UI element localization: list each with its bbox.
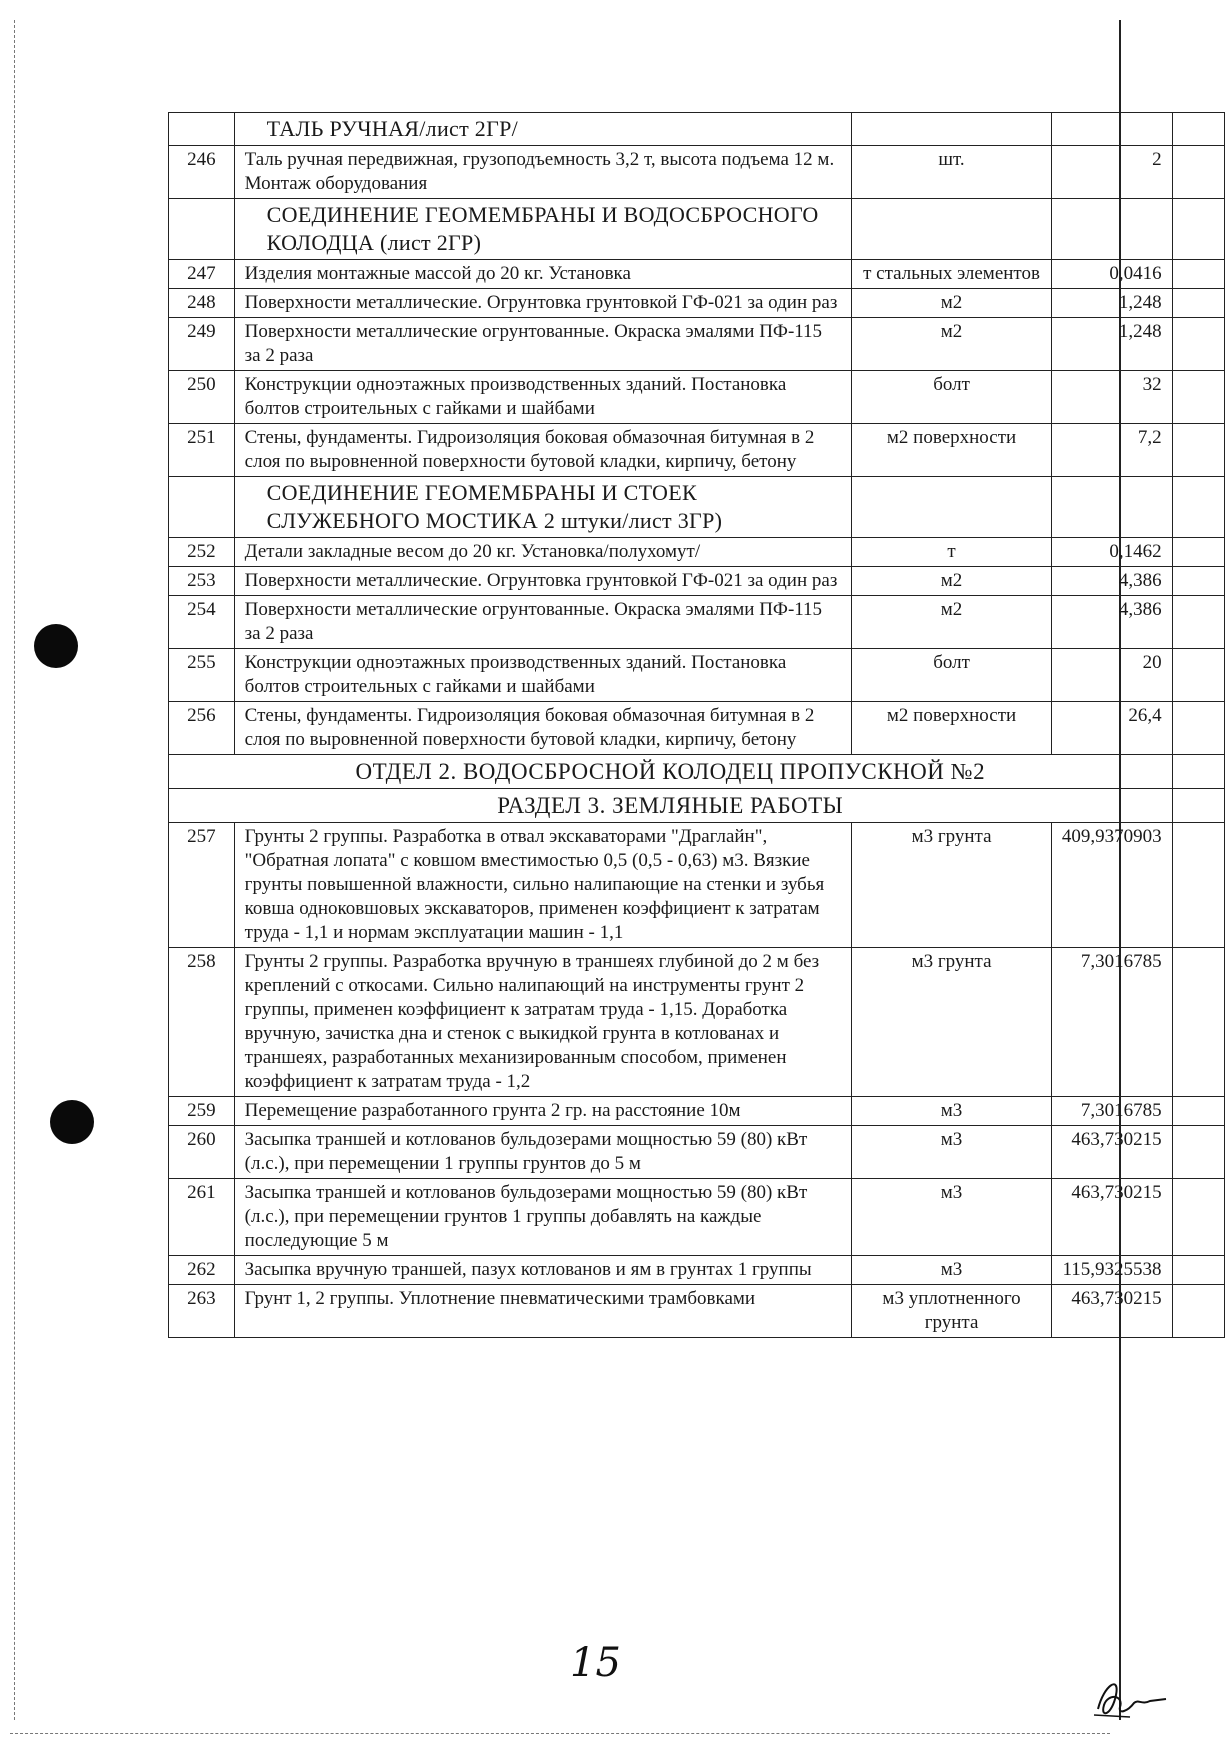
- item-unit: т стальных элементов: [852, 260, 1052, 289]
- item-name: Перемещение разработанного грунта 2 гр. на расстояние 10м: [234, 1097, 852, 1126]
- punch-hole-bottom: [50, 1100, 94, 1144]
- margin-cell: [1172, 1256, 1224, 1285]
- margin-cell: [1172, 1285, 1224, 1338]
- table-row: [169, 424, 1225, 477]
- margin-cell: [1172, 596, 1224, 649]
- item-unit: м3 грунта: [852, 948, 1052, 1097]
- item-number: [169, 113, 235, 146]
- item-quantity: 1,248: [1051, 318, 1172, 371]
- item-quantity: 115,9325538: [1051, 1256, 1172, 1285]
- margin-cell: [1172, 260, 1224, 289]
- item-quantity: 463,730215: [1051, 1179, 1172, 1256]
- item-quantity: 7,3016785: [1051, 948, 1172, 1097]
- section-heading-row: [169, 755, 1225, 789]
- item-quantity: 463,730215: [1051, 1285, 1172, 1338]
- margin-cell: [1172, 477, 1224, 538]
- item-name: Поверхности металлические. Огрунтовка грунтовкой ГФ-021 за один раз: [234, 567, 852, 596]
- item-name: Засыпка траншей и котлованов бульдозерами мощностью 59 (80) кВт (л.с.), при перемещении 1 группы грунтов до 5 м: [234, 1126, 852, 1179]
- item-quantity: [1051, 199, 1172, 260]
- item-unit: болт: [852, 371, 1052, 424]
- item-unit: т: [852, 538, 1052, 567]
- item-name: Поверхности металлические огрунтованные. Окраска эмалями ПФ-115 за 2 раза: [234, 596, 852, 649]
- item-quantity: [1051, 113, 1172, 146]
- table-row: [169, 1126, 1225, 1179]
- section-heading: ОТДЕЛ 2. ВОДОСБРОСНОЙ КОЛОДЕЦ ПРОПУСКНОЙ №2: [169, 755, 1173, 789]
- page-number: 15: [570, 1640, 621, 1686]
- margin-cell: [1172, 1179, 1224, 1256]
- table-row: [169, 1285, 1225, 1338]
- margin-cell: [1172, 424, 1224, 477]
- group-heading: ТАЛЬ РУЧНАЯ/лист 2ГР/: [234, 113, 852, 146]
- table-row: [169, 948, 1225, 1097]
- item-unit: м2 поверхности: [852, 702, 1052, 755]
- item-name: Таль ручная передвижная, грузоподъемность 3,2 т, высота подъема 12 м. Монтаж оборудования: [234, 146, 852, 199]
- item-number: 262: [169, 1256, 235, 1285]
- table-row: [169, 567, 1225, 596]
- margin-cell: [1172, 1126, 1224, 1179]
- margin-guide-left: [14, 20, 15, 1720]
- item-quantity: 26,4: [1051, 702, 1172, 755]
- margin-cell: [1172, 113, 1224, 146]
- item-number: 249: [169, 318, 235, 371]
- item-quantity: 2: [1051, 146, 1172, 199]
- table-row: [169, 318, 1225, 371]
- table-row: [169, 538, 1225, 567]
- item-unit: м2: [852, 596, 1052, 649]
- item-number: 251: [169, 424, 235, 477]
- table-row: [169, 649, 1225, 702]
- item-number: 250: [169, 371, 235, 424]
- item-quantity: 7,2: [1051, 424, 1172, 477]
- item-unit: м2: [852, 567, 1052, 596]
- item-number: 246: [169, 146, 235, 199]
- item-number: [169, 477, 235, 538]
- item-name: Поверхности металлические. Огрунтовка грунтовкой ГФ-021 за один раз: [234, 289, 852, 318]
- margin-cell: [1172, 567, 1224, 596]
- table-row: [169, 823, 1225, 948]
- margin-cell: [1172, 318, 1224, 371]
- item-unit: м3 уплотненного грунта: [852, 1285, 1052, 1338]
- item-name: Грунты 2 группы. Разработка в отвал экскаваторами "Драглайн", "Обратная лопата" с ковшом вместимостью 0,5 (0,5 - 0,63) м3. Вязкие грунты повышенной влажности, сильно налипающие на стенки и зубья ковша одноковшовых экскаваторов, применен коэффициент к затратам труда - 1,1 и нормам эксплуатации машин - 1,1: [234, 823, 852, 948]
- section-heading-row: [169, 789, 1225, 823]
- item-number: [169, 199, 235, 260]
- item-unit: м2: [852, 318, 1052, 371]
- table-row: [169, 1179, 1225, 1256]
- margin-cell: [1172, 146, 1224, 199]
- margin-cell: [1172, 702, 1224, 755]
- margin-cell: [1172, 789, 1224, 823]
- item-name: Конструкции одноэтажных производственных зданий. Постановка болтов строительных с гайками и шайбами: [234, 371, 852, 424]
- table-row: [169, 1097, 1225, 1126]
- item-name: Стены, фундаменты. Гидроизоляция боковая обмазочная битумная в 2 слоя по выровненной поверхности бутовой кладки, кирпичу, бетону: [234, 702, 852, 755]
- punch-hole-top: [34, 624, 78, 668]
- item-name: Детали закладные весом до 20 кг. Установка/полухомут/: [234, 538, 852, 567]
- section-heading: РАЗДЕЛ 3. ЗЕМЛЯНЫЕ РАБОТЫ: [169, 789, 1173, 823]
- margin-cell: [1172, 649, 1224, 702]
- item-unit: м3: [852, 1256, 1052, 1285]
- margin-cell: [1172, 1097, 1224, 1126]
- table-row: [169, 289, 1225, 318]
- item-name: Конструкции одноэтажных производственных зданий. Постановка болтов строительных с гайками и шайбами: [234, 649, 852, 702]
- item-unit: шт.: [852, 146, 1052, 199]
- group-heading: СОЕДИНЕНИЕ ГЕОМЕМБРАНЫ И ВОДОСБРОСНОГО КОЛОДЦА (лист 2ГР): [234, 199, 852, 260]
- works-table-body: [169, 113, 1225, 1338]
- item-number: 254: [169, 596, 235, 649]
- item-name: Грунты 2 группы. Разработка вручную в траншеях глубиной до 2 м без креплений с откосами. Сильно налипающий на инструменты грунт 2 группы, применен коэффициент к затратам труда - 1,15. Доработка вручную, зачистка дна и стенок с выкидкой грунта в котлованах и траншеях, разработанных механизированным способом, применен коэффициент к затратам труда - 1,2: [234, 948, 852, 1097]
- table-row: [169, 146, 1225, 199]
- margin-cell: [1172, 289, 1224, 318]
- item-name: Засыпка траншей и котлованов бульдозерами мощностью 59 (80) кВт (л.с.), при перемещении грунтов 1 группы добавлять на каждые последующие 5 м: [234, 1179, 852, 1256]
- table-row: [169, 702, 1225, 755]
- item-name: Засыпка вручную траншей, пазух котлованов и ям в грунтах 1 группы: [234, 1256, 852, 1285]
- item-name: Стены, фундаменты. Гидроизоляция боковая обмазочная битумная в 2 слоя по выровненной поверхности бутовой кладки, кирпичу, бетону: [234, 424, 852, 477]
- item-unit: м2: [852, 289, 1052, 318]
- item-quantity: 7,3016785: [1051, 1097, 1172, 1126]
- item-number: 261: [169, 1179, 235, 1256]
- item-quantity: 1,248: [1051, 289, 1172, 318]
- item-number: 256: [169, 702, 235, 755]
- group-heading-row: [169, 199, 1225, 260]
- item-unit: м2 поверхности: [852, 424, 1052, 477]
- item-number: 258: [169, 948, 235, 1097]
- item-number: 257: [169, 823, 235, 948]
- group-heading: СОЕДИНЕНИЕ ГЕОМЕМБРАНЫ И СТОЕК СЛУЖЕБНОГО МОСТИКА 2 штуки/лист 3ГР): [234, 477, 852, 538]
- item-name: Изделия монтажные массой до 20 кг. Установка: [234, 260, 852, 289]
- item-quantity: [1051, 477, 1172, 538]
- item-unit: [852, 113, 1052, 146]
- table-row: [169, 1256, 1225, 1285]
- item-number: 247: [169, 260, 235, 289]
- margin-cell: [1172, 371, 1224, 424]
- works-table: [168, 112, 1225, 1338]
- margin-cell: [1172, 948, 1224, 1097]
- item-quantity: 0,1462: [1051, 538, 1172, 567]
- item-unit: м3: [852, 1126, 1052, 1179]
- item-quantity: 0,0416: [1051, 260, 1172, 289]
- group-heading-row: [169, 477, 1225, 538]
- item-number: 260: [169, 1126, 235, 1179]
- item-number: 255: [169, 649, 235, 702]
- item-unit: м3: [852, 1179, 1052, 1256]
- item-unit: м3 грунта: [852, 823, 1052, 948]
- signature: [1090, 1665, 1170, 1725]
- margin-cell: [1172, 823, 1224, 948]
- item-quantity: 4,386: [1051, 596, 1172, 649]
- item-quantity: 463,730215: [1051, 1126, 1172, 1179]
- margin-cell: [1172, 755, 1224, 789]
- group-heading-row: [169, 113, 1225, 146]
- margin-cell: [1172, 199, 1224, 260]
- bottom-fold-line: [10, 1733, 1110, 1734]
- margin-cell: [1172, 538, 1224, 567]
- item-quantity: 32: [1051, 371, 1172, 424]
- item-unit: [852, 199, 1052, 260]
- item-name: Грунт 1, 2 группы. Уплотнение пневматическими трамбовками: [234, 1285, 852, 1338]
- item-number: 253: [169, 567, 235, 596]
- table-row: [169, 371, 1225, 424]
- item-unit: м3: [852, 1097, 1052, 1126]
- item-name: Поверхности металлические огрунтованные. Окраска эмалями ПФ-115 за 2 раза: [234, 318, 852, 371]
- item-quantity: 409,9370903: [1051, 823, 1172, 948]
- item-quantity: 4,386: [1051, 567, 1172, 596]
- item-number: 259: [169, 1097, 235, 1126]
- item-unit: [852, 477, 1052, 538]
- item-unit: болт: [852, 649, 1052, 702]
- item-number: 252: [169, 538, 235, 567]
- item-number: 248: [169, 289, 235, 318]
- item-number: 263: [169, 1285, 235, 1338]
- table-row: [169, 596, 1225, 649]
- item-quantity: 20: [1051, 649, 1172, 702]
- table-row: [169, 260, 1225, 289]
